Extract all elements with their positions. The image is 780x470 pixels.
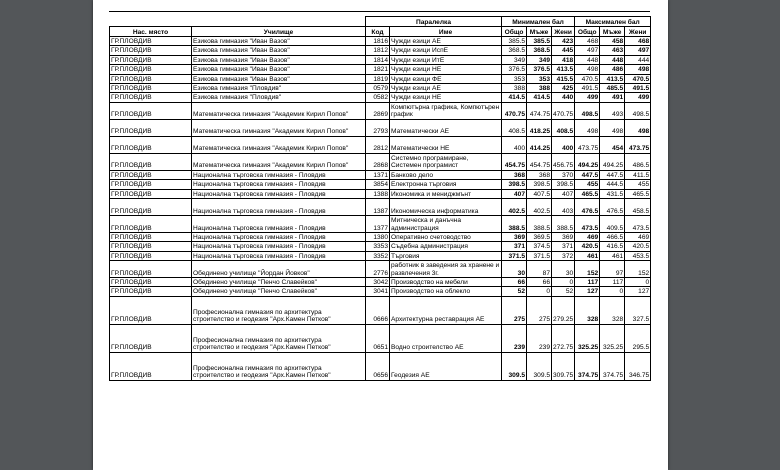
cell-min-male: 66 [527, 278, 552, 287]
cell-max-male: 491 [600, 93, 625, 102]
table-row [110, 287, 651, 296]
cell-max-total: 468 [575, 37, 600, 46]
cell-code: 3352 [366, 251, 390, 260]
cell-name: Системно програмиране, Системен програмист [390, 153, 502, 170]
table-row [110, 74, 651, 83]
cell-code: 2776 [366, 261, 390, 278]
cell-place: ГР.ПЛОВДИВ [110, 287, 192, 296]
table-row [110, 278, 651, 287]
cell-min-total: 371.5 [502, 251, 527, 260]
cell-min-total: 353 [502, 74, 527, 83]
cell-max-female: 491.5 [625, 83, 651, 92]
cell-min-total: 454.75 [502, 153, 527, 170]
table-row [110, 83, 651, 92]
cell-max-male: 454 [600, 136, 625, 153]
cell-max-female: 455 [625, 180, 651, 189]
cell-max-total: 498 [575, 119, 600, 136]
cell-place: ГР.ПЛОВДИВ [110, 37, 192, 46]
cell-max-total: 328 [575, 296, 600, 324]
cell-code: 2812 [366, 136, 390, 153]
table-row [110, 170, 651, 179]
page-top-rule [109, 11, 650, 12]
cell-min-male: 407.5 [527, 189, 552, 198]
cell-place: ГР.ПЛОВДИВ [110, 153, 192, 170]
cell-school: Езикова гимназия "Иван Вазов" [192, 55, 366, 64]
cell-name: Оперативно счетоводство [390, 232, 502, 241]
cell-min-female: 456.75 [552, 153, 575, 170]
cell-min-male: 414.25 [527, 136, 552, 153]
cell-max-total: 455 [575, 180, 600, 189]
cell-max-male: 493 [600, 102, 625, 119]
cell-min-male: 398.5 [527, 180, 552, 189]
cell-min-female: 423 [552, 37, 575, 46]
cell-code: 2869 [366, 102, 390, 119]
cell-name: Водно строителство АЕ [390, 324, 502, 352]
cell-max-total: 473.5 [575, 215, 600, 232]
cell-max-total: 497 [575, 46, 600, 55]
cell-max-total: 374.75 [575, 352, 600, 380]
cell-code: 0579 [366, 83, 390, 92]
cell-place: ГР.ПЛОВДИВ [110, 242, 192, 251]
cell-code: 2868 [366, 153, 390, 170]
cell-min-female: 309.75 [552, 352, 575, 380]
cell-code: 1377 [366, 215, 390, 232]
table-row [110, 46, 651, 55]
cell-min-female: 371 [552, 242, 575, 251]
cell-place: ГР.ПЛОВДИВ [110, 102, 192, 119]
document-page [93, 0, 668, 470]
cell-max-male: 325.25 [600, 324, 625, 352]
cell-min-male: 369.5 [527, 232, 552, 241]
cell-max-total: 152 [575, 261, 600, 278]
table-row [110, 65, 651, 74]
cell-code: 1387 [366, 198, 390, 215]
table-row [110, 119, 651, 136]
cell-min-total: 414.5 [502, 93, 527, 102]
cell-name: Чужди езици НЕ [390, 65, 502, 74]
cell-name: Производство на мебели [390, 278, 502, 287]
cell-max-female: 152 [625, 261, 651, 278]
cell-name: Митническа и данъчна администрация [390, 215, 502, 232]
cell-code: 0656 [366, 352, 390, 380]
table-row [110, 296, 651, 324]
cell-max-female: 468 [625, 37, 651, 46]
cell-place: ГР.ПЛОВДИВ [110, 296, 192, 324]
table-row [110, 251, 651, 260]
cell-min-total: 349 [502, 55, 527, 64]
cell-code: 3041 [366, 287, 390, 296]
cell-min-male: 349 [527, 55, 552, 64]
table-row [110, 261, 651, 278]
cell-min-total: 398.5 [502, 180, 527, 189]
cell-max-male: 431.5 [600, 189, 625, 198]
cell-min-total: 400 [502, 136, 527, 153]
cell-name: Чужди езици ИтЕ [390, 55, 502, 64]
table-row [110, 180, 651, 189]
cell-name: работник в заведения за хранене и развлечения 3г. [390, 261, 502, 278]
cell-min-female: 418 [552, 55, 575, 64]
cell-name: Математически АЕ [390, 119, 502, 136]
cell-name: Икономическа информатика [390, 198, 502, 215]
cell-school: Езикова гимназия "Иван Вазов" [192, 46, 366, 55]
header-name: Име [390, 27, 502, 37]
cell-max-female: 0 [625, 278, 651, 287]
cell-max-female: 499 [625, 93, 651, 102]
cell-max-total: 476.5 [575, 198, 600, 215]
cell-max-male: 409.5 [600, 215, 625, 232]
cell-name: Чужди езици ФЕ [390, 74, 502, 83]
cell-max-female: 473.5 [625, 215, 651, 232]
cell-min-female: 369 [552, 232, 575, 241]
cell-max-male: 374.75 [600, 352, 625, 380]
table-row [110, 198, 651, 215]
table-row [110, 153, 651, 170]
cell-min-female: 52 [552, 287, 575, 296]
cell-max-female: 127 [625, 287, 651, 296]
cell-max-total: 117 [575, 278, 600, 287]
cell-school: Езикова гимназия "Иван Вазов" [192, 65, 366, 74]
cell-min-female: 445 [552, 46, 575, 55]
table-row [110, 55, 651, 64]
cell-school: Обединено училище "Пенчо Славейков" [192, 278, 366, 287]
cell-name: Архитектурна реставрация АЕ [390, 296, 502, 324]
cell-min-male: 0 [527, 287, 552, 296]
cell-name: Производство на облекло [390, 287, 502, 296]
cell-min-total: 239 [502, 324, 527, 352]
cell-school: Национална търговска гимназия - Пловдив [192, 180, 366, 189]
cell-place: ГР.ПЛОВДИВ [110, 74, 192, 83]
cell-school: Математическа гимназия "Академик Кирил Попов" [192, 153, 366, 170]
cell-min-male: 474.75 [527, 102, 552, 119]
table-row [110, 102, 651, 119]
header-place: Нас. място [110, 27, 192, 37]
table-body [110, 37, 651, 381]
cell-code: 3042 [366, 278, 390, 287]
cell-code: 3854 [366, 180, 390, 189]
cell-place: ГР.ПЛОВДИВ [110, 65, 192, 74]
cell-min-male: 374.5 [527, 242, 552, 251]
cell-code: 1371 [366, 170, 390, 179]
cell-max-total: 473.75 [575, 136, 600, 153]
cell-min-total: 30 [502, 261, 527, 278]
cell-min-female: 30 [552, 261, 575, 278]
cell-max-male: 461 [600, 251, 625, 260]
cell-min-male: 376.5 [527, 65, 552, 74]
cell-place: ГР.ПЛОВДИВ [110, 232, 192, 241]
cell-max-total: 498 [575, 65, 600, 74]
cell-max-female: 465.5 [625, 189, 651, 198]
cell-max-total: 499 [575, 93, 600, 102]
cell-max-male: 444.5 [600, 180, 625, 189]
cell-min-male: 368 [527, 170, 552, 179]
cell-min-total: 388.5 [502, 215, 527, 232]
cell-name: Съдебна администрация [390, 242, 502, 251]
cell-school: Математическа гимназия "Академик Кирил Попов" [192, 119, 366, 136]
cell-code: 2793 [366, 119, 390, 136]
cell-place: ГР.ПЛОВДИВ [110, 352, 192, 380]
cell-school: Езикова гимназия "Пловдив" [192, 83, 366, 92]
cell-min-male: 388.5 [527, 215, 552, 232]
cell-min-male: 414.5 [527, 93, 552, 102]
cell-place: ГР.ПЛОВДИВ [110, 119, 192, 136]
cell-min-total: 66 [502, 278, 527, 287]
cell-max-female: 458.5 [625, 198, 651, 215]
cell-max-female: 420.5 [625, 242, 651, 251]
cell-max-male: 447.5 [600, 170, 625, 179]
cell-max-male: 463 [600, 46, 625, 55]
cell-min-total: 275 [502, 296, 527, 324]
cell-max-female: 497 [625, 46, 651, 55]
cell-min-male: 371.5 [527, 251, 552, 260]
cell-max-total: 325.25 [575, 324, 600, 352]
cell-max-total: 491.5 [575, 83, 600, 92]
cell-min-total: 385.5 [502, 37, 527, 46]
cell-place: ГР.ПЛОВДИВ [110, 215, 192, 232]
cell-max-male: 458 [600, 37, 625, 46]
cell-max-male: 416.5 [600, 242, 625, 251]
header-max-female: Жени [625, 27, 651, 37]
cell-min-male: 418.25 [527, 119, 552, 136]
cell-max-total: 420.5 [575, 242, 600, 251]
cell-min-female: 407 [552, 189, 575, 198]
cell-code: 1814 [366, 55, 390, 64]
cell-max-female: 346.75 [625, 352, 651, 380]
cell-min-total: 371 [502, 242, 527, 251]
cell-min-total: 408.5 [502, 119, 527, 136]
cell-school: Математическа гимназия "Академик Кирил Попов" [192, 102, 366, 119]
cell-min-male: 388 [527, 83, 552, 92]
cell-max-total: 448 [575, 55, 600, 64]
cell-name: Банково дело [390, 170, 502, 179]
cell-name: Икономика и мениджмънт [390, 189, 502, 198]
header-school: Училище [192, 27, 366, 37]
cell-max-male: 466.5 [600, 232, 625, 241]
cell-max-female: 444 [625, 55, 651, 64]
cell-min-total: 376.5 [502, 65, 527, 74]
cell-min-male: 454.75 [527, 153, 552, 170]
cell-school: Национална търговска гимназия - Пловдив [192, 189, 366, 198]
header-code: Код [366, 27, 390, 37]
cell-max-female: 327.5 [625, 296, 651, 324]
table-row [110, 136, 651, 153]
cell-school: Професионална гимназия по архитектура строителство и геодезия "Арх.Камен Петков" [192, 352, 366, 380]
cell-name: Чужди езици АЕ [390, 37, 502, 46]
table-row [110, 324, 651, 352]
cell-school: Професионална гимназия по архитектура строителство и геодезия "Арх.Камен Петков" [192, 296, 366, 324]
table-row [110, 189, 651, 198]
cell-place: ГР.ПЛОВДИВ [110, 93, 192, 102]
cell-place: ГР.ПЛОВДИВ [110, 261, 192, 278]
cell-place: ГР.ПЛОВДИВ [110, 136, 192, 153]
cell-min-male: 368.5 [527, 46, 552, 55]
cell-max-female: 498.5 [625, 102, 651, 119]
cell-max-female: 470.5 [625, 74, 651, 83]
cell-min-total: 52 [502, 287, 527, 296]
cell-max-female: 469 [625, 232, 651, 241]
cell-max-male: 494.25 [600, 153, 625, 170]
cell-min-male: 309.5 [527, 352, 552, 380]
cell-min-female: 279.25 [552, 296, 575, 324]
cell-min-female: 272.75 [552, 324, 575, 352]
cell-name: Чужди езици НЕ [390, 93, 502, 102]
cell-place: ГР.ПЛОВДИВ [110, 170, 192, 179]
cell-min-female: 413.5 [552, 65, 575, 74]
header-min-male: Мъже [527, 27, 552, 37]
cell-min-total: 402.5 [502, 198, 527, 215]
cell-min-total: 470.75 [502, 102, 527, 119]
cell-code: 0666 [366, 296, 390, 324]
cell-school: Обединено училище "Йордан Йовков" [192, 261, 366, 278]
cell-min-male: 239 [527, 324, 552, 352]
cell-min-female: 470.75 [552, 102, 575, 119]
cell-max-male: 486 [600, 65, 625, 74]
cell-place: ГР.ПЛОВДИВ [110, 251, 192, 260]
header-min-female: Жени [552, 27, 575, 37]
cell-place: ГР.ПЛОВДИВ [110, 324, 192, 352]
cell-code: 0582 [366, 93, 390, 102]
cell-school: Математическа гимназия "Академик Кирил Попов" [192, 136, 366, 153]
cell-max-male: 485.5 [600, 83, 625, 92]
cell-name: Чужди езици АЕ [390, 83, 502, 92]
cell-code: 1816 [366, 37, 390, 46]
cell-min-total: 369 [502, 232, 527, 241]
cell-max-male: 328 [600, 296, 625, 324]
cell-min-female: 440 [552, 93, 575, 102]
cell-min-female: 372 [552, 251, 575, 260]
cell-min-female: 370 [552, 170, 575, 179]
cell-max-male: 97 [600, 261, 625, 278]
cell-place: ГР.ПЛОВДИВ [110, 198, 192, 215]
cell-place: ГР.ПЛОВДИВ [110, 180, 192, 189]
cell-min-male: 275 [527, 296, 552, 324]
table-row [110, 232, 651, 241]
cell-min-total: 388 [502, 83, 527, 92]
header-max-total: Общо [575, 27, 600, 37]
cell-max-female: 473.75 [625, 136, 651, 153]
cell-min-male: 87 [527, 261, 552, 278]
cell-min-total: 368.5 [502, 46, 527, 55]
cell-max-female: 498 [625, 119, 651, 136]
table-row [110, 242, 651, 251]
cell-max-total: 461 [575, 251, 600, 260]
cell-school: Национална търговска гимназия - Пловдив [192, 198, 366, 215]
cell-max-female: 411.5 [625, 170, 651, 179]
cell-min-female: 403 [552, 198, 575, 215]
cell-name: Чужди езици ИспЕ [390, 46, 502, 55]
cell-name: Търговия [390, 251, 502, 260]
cell-school: Обединено училище "Пенчо Славейков" [192, 287, 366, 296]
cell-school: Национална търговска гимназия - Пловдив [192, 170, 366, 179]
ranking-table [109, 16, 651, 381]
cell-name: Математически НЕ [390, 136, 502, 153]
cell-min-female: 415.5 [552, 74, 575, 83]
cell-max-male: 117 [600, 278, 625, 287]
cell-min-female: 425 [552, 83, 575, 92]
table-row [110, 352, 651, 380]
cell-code: 1819 [366, 74, 390, 83]
cell-school: Национална търговска гимназия - Пловдив [192, 215, 366, 232]
cell-min-female: 400 [552, 136, 575, 153]
cell-min-male: 353 [527, 74, 552, 83]
cell-school: Професионална гимназия по архитектура строителство и геодезия "Арх.Камен Петков" [192, 324, 366, 352]
cell-min-female: 0 [552, 278, 575, 287]
cell-place: ГР.ПЛОВДИВ [110, 55, 192, 64]
cell-max-female: 498 [625, 65, 651, 74]
cell-max-total: 470.5 [575, 74, 600, 83]
cell-code: 3353 [366, 242, 390, 251]
cell-code: 0651 [366, 324, 390, 352]
cell-max-total: 498.5 [575, 102, 600, 119]
cell-max-female: 295.5 [625, 324, 651, 352]
cell-place: ГР.ПЛОВДИВ [110, 46, 192, 55]
header-max-male: Мъже [600, 27, 625, 37]
cell-min-female: 408.5 [552, 119, 575, 136]
cell-min-female: 398.5 [552, 180, 575, 189]
cell-min-total: 368 [502, 170, 527, 179]
cell-code: 1821 [366, 65, 390, 74]
cell-code: 1812 [366, 46, 390, 55]
cell-name: Електронна търговия [390, 180, 502, 189]
cell-max-male: 498 [600, 119, 625, 136]
cell-max-male: 448 [600, 55, 625, 64]
header-paralelka: Паралелка [366, 17, 502, 27]
cell-max-female: 486.5 [625, 153, 651, 170]
cell-name: Компютърна графика, Компютърен график [390, 102, 502, 119]
table-row [110, 37, 651, 46]
cell-min-male: 385.5 [527, 37, 552, 46]
cell-place: ГР.ПЛОВДИВ [110, 189, 192, 198]
cell-max-male: 0 [600, 287, 625, 296]
cell-place: ГР.ПЛОВДИВ [110, 278, 192, 287]
header-min-score: Минимален бал [502, 17, 575, 27]
cell-max-total: 465.5 [575, 189, 600, 198]
cell-place: ГР.ПЛОВДИВ [110, 83, 192, 92]
header-max-score: Максимален бал [575, 17, 651, 27]
cell-min-female: 388.5 [552, 215, 575, 232]
cell-school: Езикова гимназия "Иван Вазов" [192, 74, 366, 83]
cell-min-male: 402.5 [527, 198, 552, 215]
cell-code: 1380 [366, 232, 390, 241]
cell-school: Национална търговска гимназия - Пловдив [192, 251, 366, 260]
cell-max-total: 469 [575, 232, 600, 241]
table-row [110, 93, 651, 102]
cell-max-total: 447.5 [575, 170, 600, 179]
cell-school: Национална търговска гимназия - Пловдив [192, 232, 366, 241]
cell-school: Езикова гимназия "Иван Вазов" [192, 37, 366, 46]
cell-max-total: 494.25 [575, 153, 600, 170]
cell-school: Национална търговска гимназия - Пловдив [192, 242, 366, 251]
table-row [110, 215, 651, 232]
cell-max-male: 413.5 [600, 74, 625, 83]
cell-code: 1388 [366, 189, 390, 198]
cell-max-total: 127 [575, 287, 600, 296]
header-min-total: Общо [502, 27, 527, 37]
cell-min-total: 309.5 [502, 352, 527, 380]
cell-name: Геодезия АЕ [390, 352, 502, 380]
cell-max-male: 476.5 [600, 198, 625, 215]
cell-min-total: 407 [502, 189, 527, 198]
cell-max-female: 453.5 [625, 251, 651, 260]
cell-school: Езикова гимназия "Пловдив" [192, 93, 366, 102]
